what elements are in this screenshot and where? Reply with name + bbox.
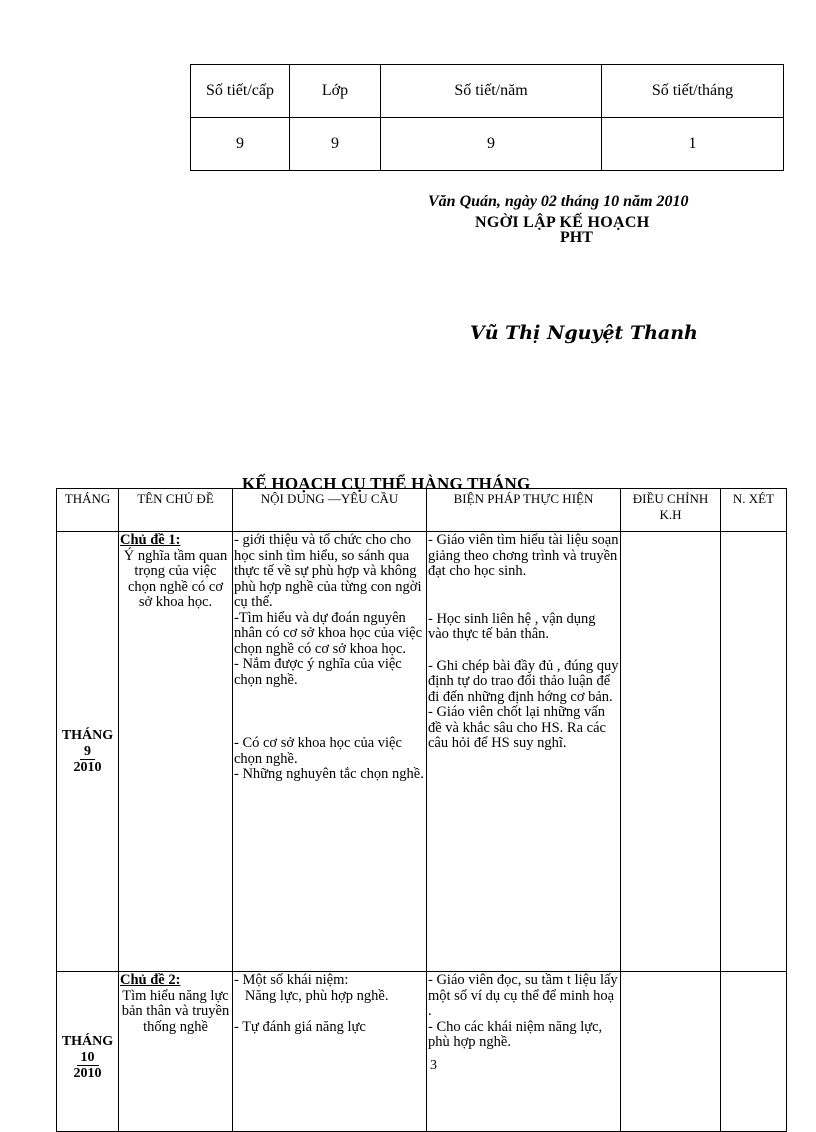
col-header-adjust: ĐIỀU CHỈNH K.H <box>621 489 721 532</box>
method-item: - Giáo viên tìm hiểu tài liệu soạn giảng theo chơng trình và truyền đạt cho học sinh. <box>428 532 619 579</box>
signature-role: NGỜI LẬP KẾ HOẠCH <box>475 214 650 231</box>
plan-title: KẾ HOẠCH CỤ THỂ HÀNG THÁNG <box>242 474 531 493</box>
signature-name: Vũ Thị Nguyệt Thanh <box>470 322 698 344</box>
method-item: - Giáo viên đọc, su tầm t liệu lấy một số ví dụ cụ thể để minh hoạ . <box>428 972 618 1019</box>
content-item: - giới thiệu và tổ chức cho cho học sinh tìm hiểu, so sánh qua thực tế về sự phù hợp và không phù hợp nghề của từng con ngời cụ thể. <box>234 532 422 610</box>
summary-header-cell: Số tiết/cấp <box>191 65 290 118</box>
adjust-cell <box>621 972 721 1132</box>
comment-cell <box>721 972 787 1132</box>
month-year: 2010 <box>73 1066 102 1081</box>
page-number: 3 <box>430 1058 437 1073</box>
summary-value-cell: 9 <box>381 118 602 171</box>
summary-header-cell: Số tiết/năm <box>381 65 602 118</box>
adjust-cell <box>621 532 721 972</box>
topic-description: Tìm hiểu năng lực bản thân và truyền thống nghề <box>121 987 230 1035</box>
content-item: - Có cơ sở khoa học của việc chọn nghề. <box>234 735 402 767</box>
summary-header-cell: Số tiết/tháng <box>602 65 784 118</box>
topic-title: Chủ đề 1: <box>120 532 181 548</box>
month-cell <box>57 972 119 1132</box>
content-item: - Một số khái niệm: <box>234 972 349 988</box>
month-year: 2010 <box>73 760 102 776</box>
topic-title: Chủ đề 2: <box>120 972 181 988</box>
summary-value-row <box>191 118 784 171</box>
table-row <box>57 972 787 1132</box>
content-cell <box>233 532 427 972</box>
col-header-content: NỘI DUNG —YÊU CẦU <box>233 489 427 532</box>
month-number: 10 <box>77 1050 99 1067</box>
summary-header-cell: Lớp <box>290 65 381 118</box>
plan-header-row <box>57 489 787 532</box>
table-row <box>57 532 787 972</box>
content-item: - Tự đánh giá năng lực <box>234 1019 366 1035</box>
month-cell <box>57 532 119 972</box>
month-label: THÁNG <box>61 1034 114 1049</box>
topic-cell <box>119 972 233 1132</box>
topic-description: Ý nghĩa tầm quan trọng của việc chọn nghề có cơ sở khoa học. <box>123 547 228 610</box>
content-item: - Những nghuyên tắc chọn nghề. <box>234 766 424 782</box>
col-header-topic: TÊN CHỦ ĐỀ <box>119 489 233 532</box>
content-item: Năng lực, phù hợp nghề. <box>234 987 389 1004</box>
method-item: - Cho các khái niệm năng lực, phù hợp nghề. <box>428 1018 603 1050</box>
content-item: -Tìm hiểu và dự đoán nguyên nhân có cơ sở khoa học của việc chọn nghề có cơ sở khoa học. <box>234 609 423 657</box>
summary-value-cell: 9 <box>191 118 290 171</box>
content-cell <box>233 972 427 1132</box>
month-number: 9 <box>80 744 95 761</box>
plan-table <box>56 488 787 1132</box>
month-label: THÁNG <box>61 728 114 744</box>
method-item: - Học sinh liên hệ , vận dụng vào thực tế bản thân. <box>428 610 596 642</box>
summary-value-cell: 9 <box>290 118 381 171</box>
signature-date: Văn Quán, ngày 02 tháng 10 năm 2010 <box>428 193 689 210</box>
col-header-month: THÁNG <box>57 489 119 532</box>
plan-table-container <box>56 488 788 1081</box>
method-item: - Ghi chép bài đầy đủ , đúng quy định tự do trao đổi thảo luận để đi đến những định hớng cơ bản. <box>428 657 619 705</box>
summary-header-row <box>191 65 784 118</box>
col-header-methods: BIỆN PHÁP THỰC HIỆN <box>427 489 621 532</box>
topic-cell <box>119 532 233 972</box>
content-item: - Nắm được ý nghĩa của việc chọn nghề. <box>234 656 402 688</box>
signature-role-title: PHT <box>560 229 593 246</box>
methods-cell <box>427 972 621 1132</box>
summary-table <box>190 64 784 171</box>
col-header-comment: N. XÉT <box>721 489 787 532</box>
methods-cell <box>427 532 621 972</box>
summary-value-cell: 1 <box>602 118 784 171</box>
comment-cell <box>721 532 787 972</box>
method-item: - Giáo viên chốt lại những vấn đề và khắc sâu cho HS. Ra các câu hỏi để HS suy nghĩ. <box>428 704 606 751</box>
